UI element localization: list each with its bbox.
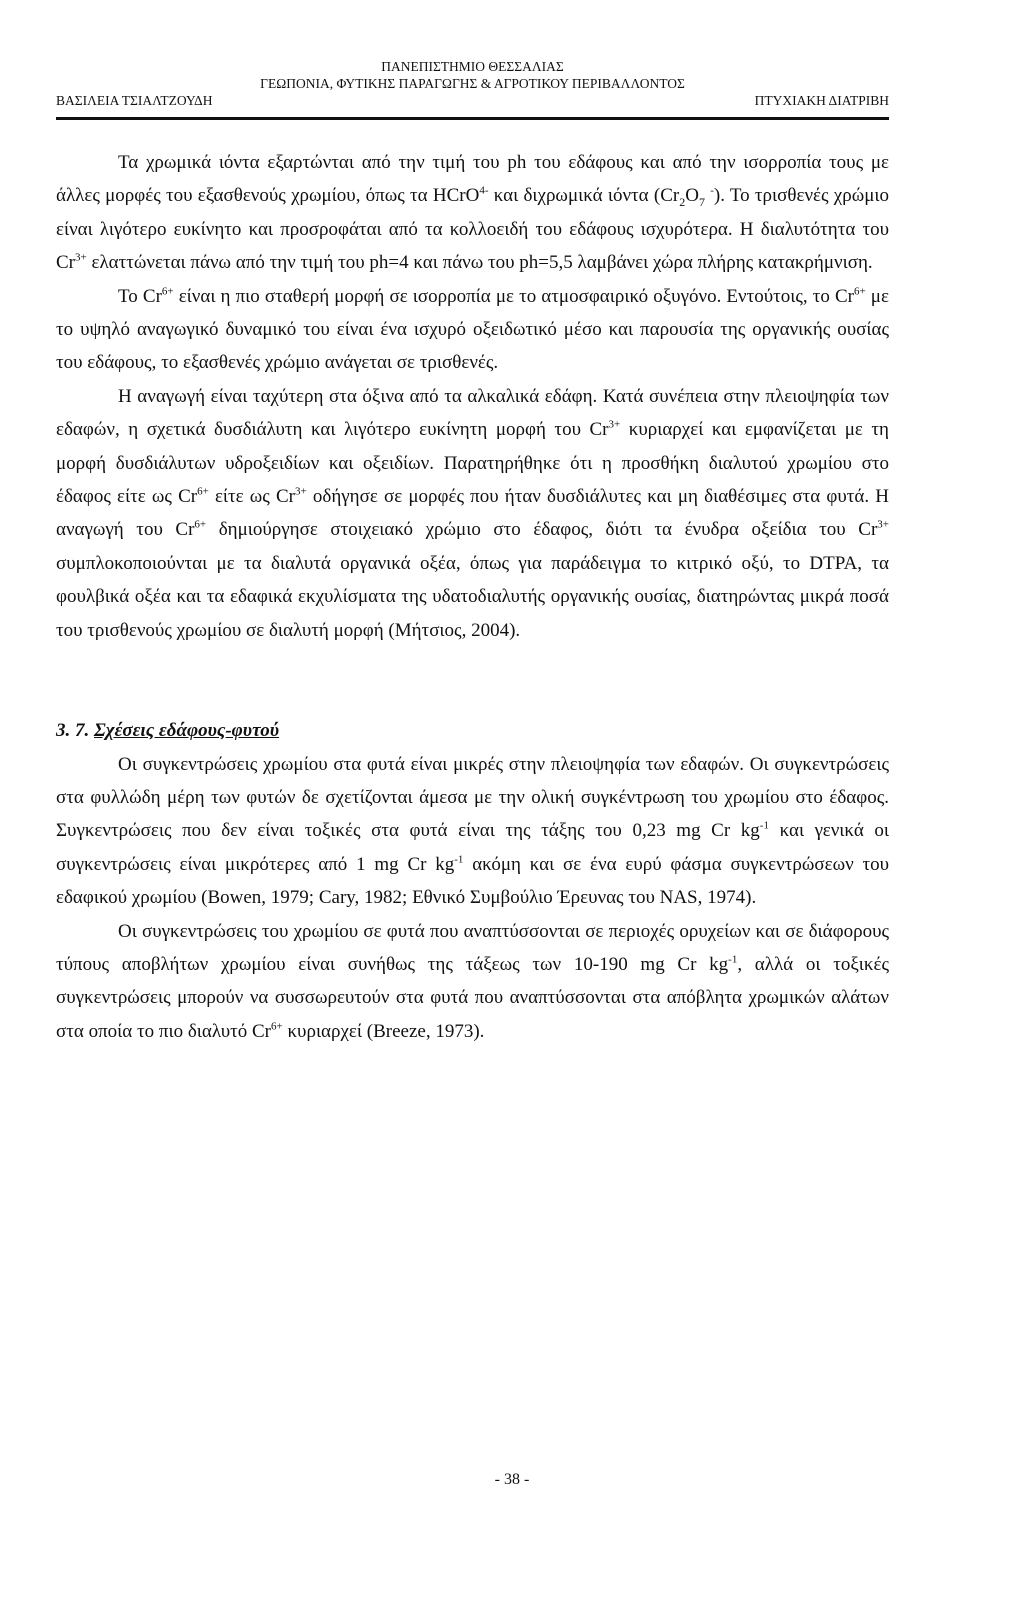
section-number: 3. 7. [56, 720, 90, 742]
text-run: συμπλοκοποιούνται με τα διαλυτά οργανικά οξέα, όπως για παράδειγμα το κιτρικό οξύ, το DTPA, τα φουλβικά οξέα και τα εδαφικά εκχυλίσματα της υδατοδιαλυτής οργανικής ουσίας, διατηρώντας μικρά ποσά του τρισθενούς χρωμίου σε διαλυτή μορφή (Μήτσιος, 2004). [56, 552, 889, 641]
header-university: ΠΑΝΕΠΙΣΤΗΜΙΟ ΘΕΣΣΑΛΙΑΣ [381, 59, 564, 74]
paragraph-1 [56, 146, 889, 280]
text-run: είτε ως Cr [208, 486, 295, 508]
main-text [56, 146, 889, 1048]
paragraph-3 [56, 380, 889, 647]
superscript: 6+ [194, 519, 207, 532]
paragraph-2 [56, 280, 889, 380]
superscript: 3+ [75, 251, 87, 264]
text-run: , αλλά οι τοξικές συγκεντρώσεις μπορούν να συσσωρευτούν στα φυτά που αναπτύσσονται στα απόβλητα χρωμικών αλάτων στα οποία το πιο διαλυτό Cr [56, 953, 889, 1042]
paragraph-5 [56, 748, 889, 915]
superscript: -1 [454, 853, 464, 866]
text-run: Τα χρωμικά ιόντα εξαρτώνται από την τιμή του ph του εδάφους και από την ισορροπία τους με άλλες μορφές του εξασθενούς χρωμίου, όπως τα HCrO [56, 152, 889, 207]
subscript: 7 [698, 195, 705, 210]
subscript: 2 [679, 195, 686, 210]
page-header [56, 58, 889, 109]
header-rule [56, 117, 889, 120]
text-run: είναι η πιο σταθερή μορφή σε ισορροπία με το ατμοσφαιρικό οξυγόνο. Εντούτοις, το Cr [173, 285, 854, 307]
superscript: 6+ [161, 285, 174, 298]
superscript: 4- [479, 185, 489, 198]
header-author: ΒΑΣΙΛΕΙΑ ΤΣΙΑΛΤΖΟΥΔΗ [56, 93, 213, 108]
text-run: O [685, 185, 699, 207]
text-run: Η αναγωγή είναι ταχύτερη στα όξινα από τα αλκαλικά εδάφη. Κατά συνέπεια στην πλειοψηφία των εδαφών, η σχετικά δυσδιάλυτη και λιγότερο ευκίνητη μορφή του Cr [56, 385, 889, 441]
text-run: Το Cr [118, 285, 162, 307]
text-run: Οι συγκεντρώσεις του χρωμίου σε φυτά που αναπτύσσονται σε περιοχές ορυχείων και σε διάφορους τύπους αποβλήτων χρωμίου είναι συνήθως της τάξεως των 10-190 mg Cr kg [56, 920, 889, 975]
text-run: Οι συγκεντρώσεις χρωμίου στα φυτά είναι μικρές στην πλειοψηφία των εδαφών. Οι συγκεντρώσεις στα φυλλώδη μέρη των φυτών δε σχετίζονται άμεσα με την ολική συγκέντρωση του χρωμίου στο έδαφος. Συγκεντρώσεις που δεν είναι τοξικές στα φυτά είναι της τάξης του 0,23 mg Cr kg [56, 753, 889, 842]
superscript: 6+ [271, 1020, 283, 1033]
text-run: κυριαρχεί και εμφανίζεται με τη μορφή δυσδιάλυτων υδροξειδίων και οξειδίων. Παρατηρήθηκε ότι η προσθήκη διαλυτού χρωμίου στο έδαφος είτε ως Cr [56, 419, 889, 508]
section-title: Σχέσεις εδάφους-φυτού [94, 720, 280, 742]
header-department: ΓΕΩΠΟΝΙΑ, ΦΥΤΙΚΗΣ ΠΑΡΑΓΩΓΗΣ & ΑΓΡΟΤΙΚΟΥ ΠΕΡΙΒΑΛΛΟΝΤΟΣ [260, 76, 685, 91]
superscript: 6+ [854, 285, 866, 298]
text-run: ελαττώνεται πάνω από την τιμή του ph=4 και πάνω του ph=5,5 λαμβάνει χώρα πλήρης κατακρήμνιση. [86, 252, 873, 274]
superscript: 3+ [295, 485, 307, 498]
paragraph-6 [56, 915, 889, 1049]
section-heading [56, 714, 889, 747]
text-run: ). Το τρισθενές χρώμιο είναι λιγότερο ευκίνητο και προσροφάται από τα κολλοειδή του εδάφους ισχυρότερα. Η διαλυτότητα του Cr [56, 185, 889, 274]
header-author-row [56, 92, 889, 109]
text-run: οδήγησε σε μορφές που ήταν δυσδιάλυτες και μη διαθέσιμες στα φυτά. Η αναγωγή του Cr [56, 486, 890, 541]
page-number: - 38 - [494, 1471, 530, 1488]
superscript: - [710, 185, 714, 198]
superscript: 3+ [877, 519, 889, 532]
text-run: κυριαρχεί (Breeze, 1973). [282, 1020, 485, 1042]
text-run: με το υψηλό αναγωγικό δυναμικό του είναι ένα ισχυρό οξειδωτικό μέσο και παρουσία της οργανικής ουσίας του εδάφους, το εξασθενές χρώμιο ανάγεται σε τρισθενές. [56, 285, 889, 374]
superscript: 6+ [197, 485, 209, 498]
superscript: -1 [728, 953, 738, 966]
superscript: 3+ [608, 418, 621, 431]
header-thesis-type: ΠΤΥΧΙΑΚΗ ΔΙΑΤΡΙΒΗ [754, 93, 889, 108]
superscript: -1 [759, 819, 769, 832]
text-run: δημιούργησε στοιχειακό χρώμιο στο έδαφος, διότι τα ένυδρα οξείδια του Cr [206, 519, 878, 541]
text-run: ακόμη και σε ένα ευρύ φάσμα συγκεντρώσεων του εδαφικού χρωμίου (Bowen, 1979; Cary, 1982; Εθνικό Συμβούλιο Έρευνας του NAS, 1974). [56, 853, 889, 909]
text-run: και γενικά οι συγκεντρώσεις είναι μικρότερες από 1 mg Cr kg [56, 820, 889, 875]
text-run: και διχρωμικά ιόντα (Cr [488, 185, 680, 207]
